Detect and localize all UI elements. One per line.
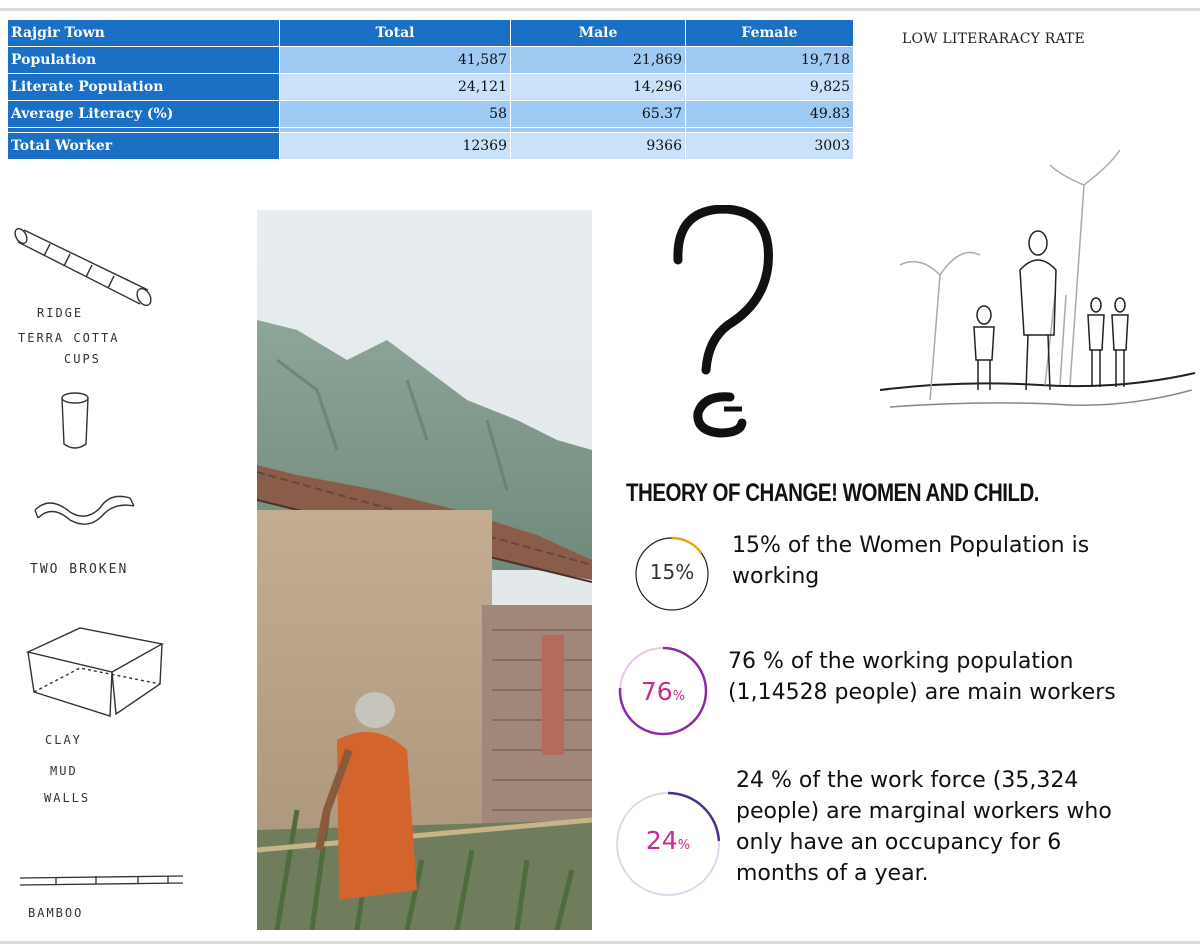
stat-line: 24 % of the work force (35,324 [736, 768, 1079, 793]
table-row [8, 133, 854, 160]
ridge-label: RIDGE [37, 306, 84, 320]
table-cell: 19,718 [686, 47, 854, 74]
table-cell: 14,296 [511, 74, 686, 101]
stat-text-marginal-workers [736, 765, 1112, 889]
table-cell: 9,825 [686, 74, 854, 101]
walls-label: WALLS [44, 791, 91, 805]
bamboo-sketch [18, 870, 188, 894]
stat-text-main-workers [728, 646, 1116, 708]
table-row [8, 47, 854, 74]
bamboo-label: BAMBOO [28, 906, 84, 920]
table-cell: 49.83 [686, 101, 854, 128]
stat-line: working [732, 564, 820, 589]
table-cell: 58 [280, 101, 511, 128]
column-header-female: Female [686, 20, 854, 47]
table-cell: 21,869 [511, 47, 686, 74]
ring-percent-label: 24% [645, 826, 691, 855]
table-cell: 12369 [280, 133, 511, 160]
stat-line: (1,14528 people) are main workers [728, 680, 1116, 705]
ring-percent-label: 15% [649, 560, 695, 584]
stat-line: months of a year. [736, 861, 929, 886]
family-sketch [870, 145, 1200, 425]
stat-text-women-working [732, 530, 1089, 592]
table-corner-label: Rajgir Town [8, 20, 280, 47]
row-label: Literate Population [8, 74, 280, 101]
table-row [8, 101, 854, 128]
ring-percent-label: 76% [640, 677, 686, 706]
table-cell: 9366 [511, 133, 686, 160]
table-row [8, 74, 854, 101]
table-cell: 65.37 [511, 101, 686, 128]
clay-box-sketch [20, 622, 170, 722]
clay-label: CLAY [45, 733, 82, 747]
table-cell: 24,121 [280, 74, 511, 101]
literacy-table [7, 19, 854, 160]
row-label: Average Literacy (%) [8, 101, 280, 128]
column-header-total: Total [280, 20, 511, 47]
village-photo [257, 210, 592, 930]
table-header-row [8, 20, 854, 47]
ridge-tile-sketch [10, 220, 160, 315]
column-header-male: Male [511, 20, 686, 47]
top-border [0, 8, 1200, 11]
table-cell: 3003 [686, 133, 854, 160]
two-broken-label: TWO BROKEN [30, 562, 129, 577]
cup-sketch [55, 388, 95, 454]
table-cell: 41,587 [280, 47, 511, 74]
terracotta-label: TERRA COTTA [18, 331, 120, 345]
question-mark-graphic [668, 205, 778, 440]
stat-line: 15% of the Women Population is [732, 533, 1090, 558]
stat-line: 76 % of the working population [728, 649, 1074, 674]
mud-label: MUD [50, 764, 78, 778]
stat-line: only have an occupancy for 6 [736, 830, 1062, 855]
theory-of-change-title: THEORY OF CHANGE! WOMEN AND CHILD. [626, 479, 1040, 507]
broken-tile-sketch [30, 480, 140, 530]
row-label: Total Worker [8, 133, 280, 160]
low-literacy-label: LOW LITERARACY RATE [902, 31, 1085, 47]
cups-label: CUPS [64, 352, 101, 366]
row-label: Population [8, 47, 280, 74]
bottom-border [0, 941, 1200, 944]
stat-line: people) are marginal workers who [736, 799, 1112, 824]
